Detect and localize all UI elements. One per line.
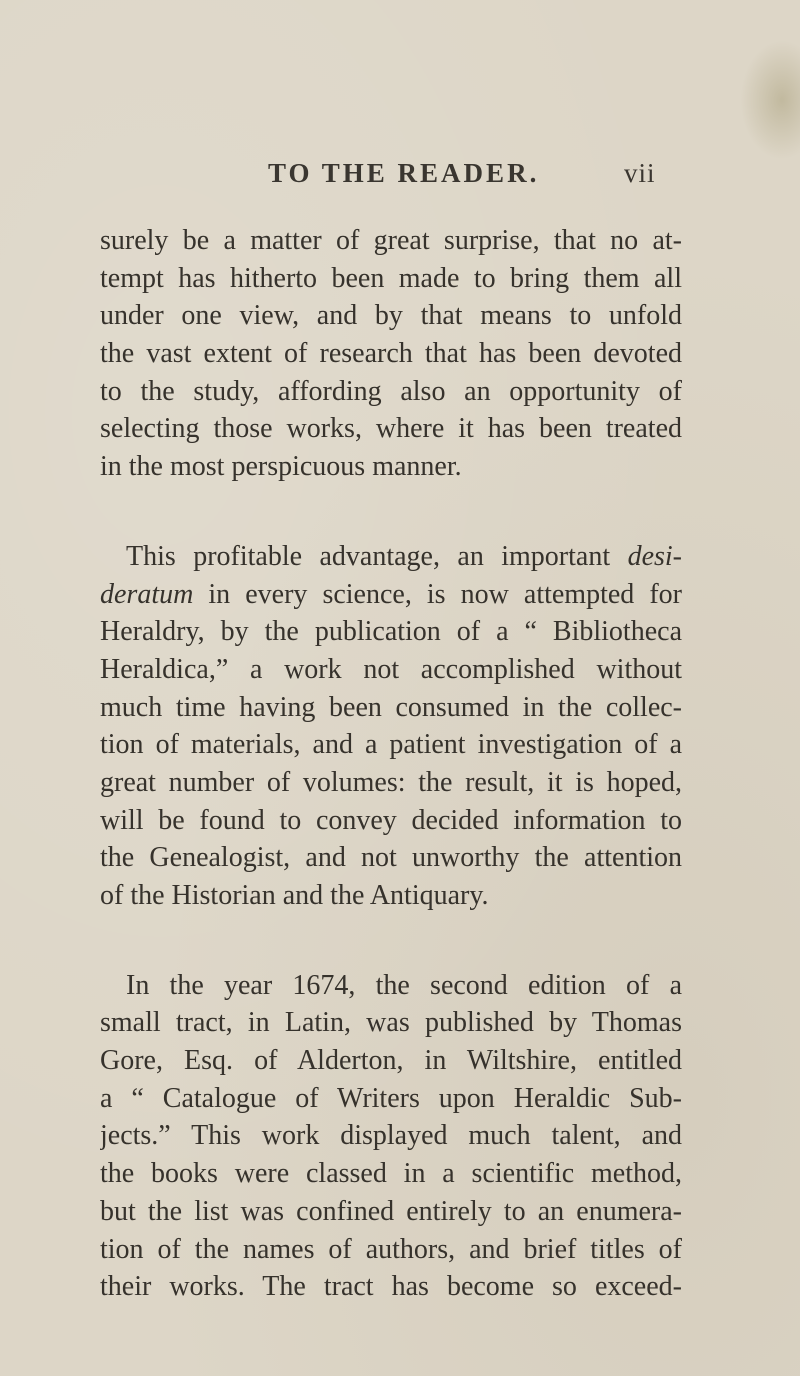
text-line: a “ Catalogue of Writers upon Heraldic Sub- <box>100 1082 682 1114</box>
text-line: the books were classed in a scientific method, <box>100 1158 682 1190</box>
text-line: small tract, in Latin, was published by Thomas <box>100 1007 682 1039</box>
paragraph-3 <box>100 967 682 1306</box>
text-line: much time having been consumed in the collec- <box>100 691 682 723</box>
paragraph-gap <box>100 915 682 967</box>
text-line: Heraldica,” a work not accomplished without <box>100 653 682 685</box>
text-line: This profitable advantage, an important desi- <box>126 540 682 572</box>
text-line: of the Historian and the Antiquary. <box>100 880 489 911</box>
italic-term: deratum <box>100 578 194 610</box>
text-line: in the most perspicuous manner. <box>100 451 462 483</box>
text-line: tion of materials, and a patient investigation of a <box>100 729 682 761</box>
body-text <box>100 222 682 1306</box>
italic-term: desi- <box>627 540 682 572</box>
text-line: under one view, and by that means to unfold <box>100 300 682 332</box>
text-line: Gore, Esq. of Alderton, in Wiltshire, entitled <box>100 1045 682 1077</box>
text-line: great number of volumes: the result, it is hoped, <box>100 766 682 798</box>
text-line: surely be a matter of great surprise, that no at- <box>100 225 682 256</box>
text-line: selecting those works, where it has been treated <box>100 413 682 445</box>
text-line: Heraldry, by the publication of a “ Bibliotheca <box>100 616 682 648</box>
paper-stain <box>740 40 800 160</box>
running-head-title: TO THE READER. <box>268 158 540 188</box>
paragraph-2 <box>100 538 682 915</box>
text-line: but the list was confined entirely to an enumera- <box>100 1195 682 1227</box>
text-line: deratum in every science, is now attempted for <box>100 578 682 610</box>
text-line: In the year 1674, the second edition of a <box>126 969 682 1001</box>
paragraph-gap <box>100 486 682 538</box>
text-line: the vast extent of research that has been devoted <box>100 338 682 370</box>
text-line: jects.” This work displayed much talent, and <box>100 1120 682 1152</box>
paragraph-1 <box>100 222 682 486</box>
text-line: will be found to convey decided information to <box>100 804 682 836</box>
running-head <box>268 158 688 198</box>
text-line: their works. The tract has become so exceed- <box>100 1271 682 1303</box>
text-line: the Genealogist, and not unworthy the attention <box>100 842 682 874</box>
text-line: tempt has hitherto been made to bring them all <box>100 262 682 294</box>
page-number: vii <box>624 158 656 188</box>
text-line: to the study, affording also an opportunity of <box>100 375 682 407</box>
text-line: tion of the names of authors, and brief titles of <box>100 1233 682 1265</box>
